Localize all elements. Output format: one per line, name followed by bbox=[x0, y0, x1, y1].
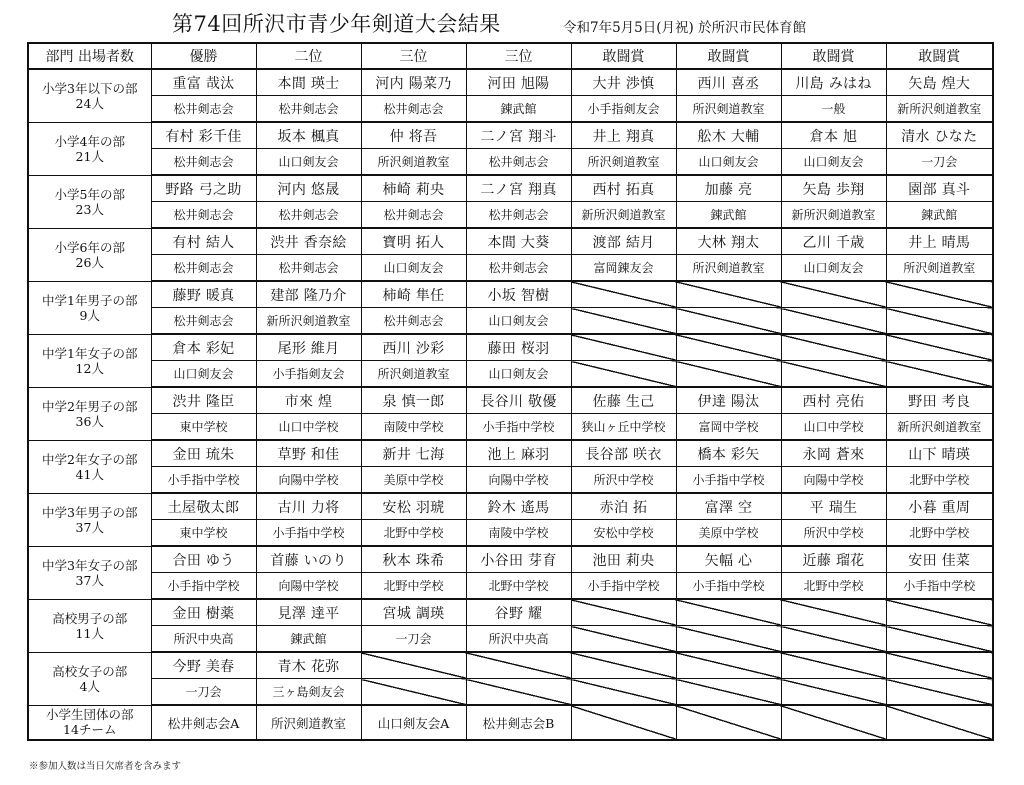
winner-club: 小手指剣友会 bbox=[571, 96, 676, 123]
winner-name: 渡部 結月 bbox=[571, 228, 676, 255]
winner-club: 安松中学校 bbox=[571, 520, 676, 547]
winner-name: 仲 将吾 bbox=[361, 122, 466, 149]
empty-slot bbox=[886, 334, 993, 361]
winner-club: 松井剣志会 bbox=[361, 308, 466, 335]
winner-name: 西村 拓真 bbox=[571, 175, 676, 202]
winner-name: 長谷川 敬優 bbox=[466, 387, 571, 414]
winner-club: 新所沢剣道教室 bbox=[256, 308, 361, 335]
winner-club: 向陽中学校 bbox=[256, 573, 361, 600]
empty-slot bbox=[886, 626, 993, 653]
empty-slot bbox=[676, 705, 781, 740]
participant-count: 14チーム bbox=[63, 722, 117, 738]
division-name-row bbox=[28, 440, 993, 467]
winner-club: 向陽中学校 bbox=[781, 467, 886, 494]
winner-club: 東中学校 bbox=[151, 414, 256, 441]
winner-name: 坂本 楓真 bbox=[256, 122, 361, 149]
winner-name: 重富 哉汰 bbox=[151, 69, 256, 96]
winner-name: 青木 花弥 bbox=[256, 652, 361, 679]
winner-club: 北野中学校 bbox=[886, 520, 993, 547]
division-name: 中学1年男子の部 bbox=[42, 292, 138, 308]
winner-club: 南陵中学校 bbox=[361, 414, 466, 441]
empty-slot bbox=[886, 652, 993, 679]
winner-name: 加藤 亮 bbox=[676, 175, 781, 202]
winner-club: 所沢中学校 bbox=[781, 520, 886, 547]
winner-name: 首藤 いのり bbox=[256, 546, 361, 573]
winner-name: 宮城 調瑛 bbox=[361, 599, 466, 626]
division-label bbox=[28, 440, 151, 493]
winner-name: 西川 喜丞 bbox=[676, 69, 781, 96]
division-label bbox=[28, 122, 151, 175]
division-name-row bbox=[28, 334, 993, 361]
division-club-row bbox=[28, 202, 993, 229]
winner-name: 西川 沙彩 bbox=[361, 334, 466, 361]
winner-club: 一刀会 bbox=[886, 149, 993, 176]
winner-name: 池田 莉央 bbox=[571, 546, 676, 573]
participant-count: 26人 bbox=[75, 254, 104, 270]
winner-name: 矢島 歩翔 bbox=[781, 175, 886, 202]
division-name: 中学3年女子の部 bbox=[42, 557, 138, 573]
winner-club: 松井剣志会 bbox=[151, 202, 256, 229]
winner-club: 新所沢剣道教室 bbox=[571, 202, 676, 229]
division-label bbox=[28, 652, 151, 705]
winner-name: 藤田 桜羽 bbox=[466, 334, 571, 361]
division-name: 小学6年の部 bbox=[54, 239, 125, 255]
winner-name: 平 瑞生 bbox=[781, 493, 886, 520]
winner-name: 安田 佳菜 bbox=[886, 546, 993, 573]
winner-club: 南陵中学校 bbox=[466, 520, 571, 547]
winner-name: 河内 陽菜乃 bbox=[361, 69, 466, 96]
empty-slot bbox=[781, 705, 886, 740]
winner-name: 山下 晴瑛 bbox=[886, 440, 993, 467]
winner-club: 小手指中学校 bbox=[676, 467, 781, 494]
empty-slot bbox=[886, 281, 993, 308]
winner-club: 向陽中学校 bbox=[256, 467, 361, 494]
winner-name: 建部 隆乃介 bbox=[256, 281, 361, 308]
division-name-row bbox=[28, 228, 993, 255]
empty-slot bbox=[781, 308, 886, 335]
winner-club: 山口剣友会 bbox=[781, 149, 886, 176]
empty-slot bbox=[676, 599, 781, 626]
division-label bbox=[28, 387, 151, 440]
winner-name: 柿崎 隼任 bbox=[361, 281, 466, 308]
winner-club: 松井剣志会 bbox=[361, 96, 466, 123]
winner-club: 新所沢剣道教室 bbox=[886, 96, 993, 123]
division-name-row bbox=[28, 493, 993, 520]
winner-club: 所沢剣道教室 bbox=[571, 149, 676, 176]
division-label bbox=[28, 175, 151, 228]
empty-slot bbox=[571, 679, 676, 706]
participant-count: 23人 bbox=[75, 201, 104, 217]
division-club-row bbox=[28, 520, 993, 547]
winner-club: 北野中学校 bbox=[466, 573, 571, 600]
empty-slot bbox=[781, 281, 886, 308]
winner-club: 松井剣志会 bbox=[151, 308, 256, 335]
winner-club: 松井剣志会 bbox=[466, 202, 571, 229]
header-rank: 優勝 bbox=[151, 43, 256, 69]
empty-slot bbox=[781, 679, 886, 706]
division-name: 小学3年以下の部 bbox=[42, 80, 138, 96]
empty-slot bbox=[571, 652, 676, 679]
winner-name: 秋本 珠希 bbox=[361, 546, 466, 573]
division-name-row bbox=[28, 122, 993, 149]
empty-slot bbox=[571, 281, 676, 308]
participant-count: 36人 bbox=[75, 413, 104, 429]
division-label bbox=[28, 69, 151, 122]
winner-club: 北野中学校 bbox=[361, 573, 466, 600]
team-result: 松井剣志会A bbox=[151, 705, 256, 740]
winner-name: 西村 亮佑 bbox=[781, 387, 886, 414]
winner-name: 鈴木 遙馬 bbox=[466, 493, 571, 520]
division-label bbox=[28, 228, 151, 281]
winner-club: 松井剣志会 bbox=[256, 202, 361, 229]
winner-club: 一般 bbox=[781, 96, 886, 123]
team-division-row bbox=[28, 705, 993, 740]
winner-name: 藤野 暖真 bbox=[151, 281, 256, 308]
results-body bbox=[28, 69, 993, 740]
empty-slot bbox=[886, 599, 993, 626]
empty-slot bbox=[676, 308, 781, 335]
empty-slot bbox=[361, 652, 466, 679]
winner-club: 所沢剣道教室 bbox=[676, 255, 781, 282]
winner-club: 錬武館 bbox=[466, 96, 571, 123]
winner-club: 錬武館 bbox=[256, 626, 361, 653]
winner-name: 河内 悠晟 bbox=[256, 175, 361, 202]
division-label bbox=[28, 599, 151, 652]
winner-name: 野田 考良 bbox=[886, 387, 993, 414]
empty-slot bbox=[886, 705, 993, 740]
empty-slot bbox=[886, 308, 993, 335]
winner-name: 古川 力将 bbox=[256, 493, 361, 520]
winner-name: 渋井 香奈絵 bbox=[256, 228, 361, 255]
winner-club: 三ヶ島剣友会 bbox=[256, 679, 361, 706]
team-result: 松井剣志会B bbox=[466, 705, 571, 740]
division-label bbox=[28, 546, 151, 599]
empty-slot bbox=[361, 679, 466, 706]
division-name: 中学3年男子の部 bbox=[42, 504, 138, 520]
empty-slot bbox=[676, 679, 781, 706]
header-rank: 敢闘賞 bbox=[781, 43, 886, 69]
winner-name: 井上 晴馬 bbox=[886, 228, 993, 255]
division-club-row bbox=[28, 679, 993, 706]
winner-club: 小手指中学校 bbox=[151, 467, 256, 494]
empty-slot bbox=[571, 626, 676, 653]
empty-slot bbox=[886, 679, 993, 706]
division-club-row bbox=[28, 626, 993, 653]
winner-name: 井上 翔真 bbox=[571, 122, 676, 149]
winner-club: 北野中学校 bbox=[361, 520, 466, 547]
winner-club: 山口剣友会 bbox=[256, 149, 361, 176]
header-rank: 敢闘賞 bbox=[886, 43, 993, 69]
winner-name: 今野 美春 bbox=[151, 652, 256, 679]
winner-club: 山口剣友会 bbox=[361, 255, 466, 282]
winner-club: 松井剣志会 bbox=[151, 149, 256, 176]
winner-club: 所沢剣道教室 bbox=[676, 96, 781, 123]
winner-club: 松井剣志会 bbox=[151, 96, 256, 123]
winner-club: 所沢中央高 bbox=[151, 626, 256, 653]
header-rank: 三位 bbox=[361, 43, 466, 69]
empty-slot bbox=[571, 334, 676, 361]
winner-club: 狭山ヶ丘中学校 bbox=[571, 414, 676, 441]
results-table bbox=[27, 42, 994, 741]
winner-club: 松井剣志会 bbox=[361, 202, 466, 229]
division-name: 高校女子の部 bbox=[52, 663, 128, 679]
division-name-row bbox=[28, 69, 993, 96]
division-label bbox=[28, 705, 151, 740]
division-name-row bbox=[28, 175, 993, 202]
winner-name: 泉 慎一郎 bbox=[361, 387, 466, 414]
winner-club: 松井剣志会 bbox=[151, 255, 256, 282]
division-label bbox=[28, 493, 151, 546]
division-name: 中学2年男子の部 bbox=[42, 398, 138, 414]
winner-name: 二ノ宮 翔斗 bbox=[466, 122, 571, 149]
winner-club: 富岡錬友会 bbox=[571, 255, 676, 282]
empty-slot bbox=[571, 361, 676, 388]
winner-name: 大林 翔太 bbox=[676, 228, 781, 255]
division-club-row bbox=[28, 149, 993, 176]
winner-name: 長谷部 咲衣 bbox=[571, 440, 676, 467]
winner-name: 有村 結人 bbox=[151, 228, 256, 255]
winner-name: 橋本 彩矢 bbox=[676, 440, 781, 467]
empty-slot bbox=[676, 334, 781, 361]
division-name: 中学2年女子の部 bbox=[42, 451, 138, 467]
winner-name: 本間 瑛士 bbox=[256, 69, 361, 96]
winner-name: 富澤 空 bbox=[676, 493, 781, 520]
winner-club: 松井剣志会 bbox=[466, 255, 571, 282]
participant-count: 11人 bbox=[75, 625, 104, 641]
participant-count: 12人 bbox=[75, 360, 104, 376]
winner-name: 佐藤 生己 bbox=[571, 387, 676, 414]
winner-name: 近藤 瑠花 bbox=[781, 546, 886, 573]
winner-name: 土屋敬太郎 bbox=[151, 493, 256, 520]
division-club-row bbox=[28, 308, 993, 335]
participant-count: 21人 bbox=[75, 148, 104, 164]
division-label bbox=[28, 334, 151, 387]
participant-count: 37人 bbox=[75, 519, 104, 535]
winner-name: 渋井 隆臣 bbox=[151, 387, 256, 414]
winner-name: 草野 和佳 bbox=[256, 440, 361, 467]
winner-name: 金田 琉朱 bbox=[151, 440, 256, 467]
winner-name: 金田 樹薬 bbox=[151, 599, 256, 626]
winner-name: 小谷田 芽育 bbox=[466, 546, 571, 573]
winner-club: 美原中学校 bbox=[361, 467, 466, 494]
empty-slot bbox=[781, 626, 886, 653]
participant-count: 9人 bbox=[79, 307, 100, 323]
winner-name: 有村 彩千佳 bbox=[151, 122, 256, 149]
header-rank: 三位 bbox=[466, 43, 571, 69]
winner-club: 所沢剣道教室 bbox=[361, 149, 466, 176]
winner-club: 北野中学校 bbox=[781, 573, 886, 600]
winner-club: 小手指中学校 bbox=[676, 573, 781, 600]
winner-club: 小手指中学校 bbox=[151, 573, 256, 600]
empty-slot bbox=[676, 361, 781, 388]
winner-name: 矢幅 心 bbox=[676, 546, 781, 573]
winner-club: 富岡中学校 bbox=[676, 414, 781, 441]
empty-slot bbox=[781, 652, 886, 679]
winner-club: 山口剣友会 bbox=[466, 308, 571, 335]
winner-name: 矢島 煌大 bbox=[886, 69, 993, 96]
division-name: 小学生団体の部 bbox=[45, 707, 134, 723]
participant-count: 24人 bbox=[75, 95, 104, 111]
winner-name: 本間 大葵 bbox=[466, 228, 571, 255]
winner-club: 所沢剣道教室 bbox=[886, 255, 993, 282]
winner-name: 大井 渉慎 bbox=[571, 69, 676, 96]
division-name-row bbox=[28, 652, 993, 679]
winner-name: 柿崎 莉央 bbox=[361, 175, 466, 202]
winner-name: 市來 煌 bbox=[256, 387, 361, 414]
division-name-row bbox=[28, 599, 993, 626]
winner-club: 松井剣志会 bbox=[256, 255, 361, 282]
division-club-row bbox=[28, 361, 993, 388]
winner-club: 一刀会 bbox=[361, 626, 466, 653]
winner-name: 合田 ゆう bbox=[151, 546, 256, 573]
empty-slot bbox=[676, 652, 781, 679]
header-row bbox=[28, 43, 993, 69]
header-rank: 敢闘賞 bbox=[571, 43, 676, 69]
winner-club: 松井剣志会 bbox=[466, 149, 571, 176]
winner-name: 見澤 達平 bbox=[256, 599, 361, 626]
winner-name: 倉本 旭 bbox=[781, 122, 886, 149]
empty-slot bbox=[886, 361, 993, 388]
empty-slot bbox=[466, 652, 571, 679]
winner-name: 赤泊 拓 bbox=[571, 493, 676, 520]
winner-name: 寶明 拓人 bbox=[361, 228, 466, 255]
winner-club: 美原中学校 bbox=[676, 520, 781, 547]
winner-name: 川島 みはね bbox=[781, 69, 886, 96]
winner-name: 舩木 大輔 bbox=[676, 122, 781, 149]
division-name: 小学5年の部 bbox=[54, 186, 125, 202]
winner-name: 新井 七海 bbox=[361, 440, 466, 467]
winner-name: 二ノ宮 翔真 bbox=[466, 175, 571, 202]
winner-name: 清水 ひなた bbox=[886, 122, 993, 149]
winner-club: 山口剣友会 bbox=[151, 361, 256, 388]
winner-name: 園部 真斗 bbox=[886, 175, 993, 202]
division-name: 中学1年女子の部 bbox=[42, 345, 138, 361]
division-club-row bbox=[28, 467, 993, 494]
event-date-venue: 令和7年5月5日(月祝) 於所沢市民体育館 bbox=[563, 20, 807, 36]
division-club-row bbox=[28, 414, 993, 441]
empty-slot bbox=[676, 626, 781, 653]
winner-club: 所沢剣道教室 bbox=[361, 361, 466, 388]
division-name-row bbox=[28, 281, 993, 308]
footnote: ※参加人数は当日欠席者を含みます bbox=[29, 761, 182, 772]
division-name: 小学4年の部 bbox=[54, 133, 125, 149]
winner-club: 東中学校 bbox=[151, 520, 256, 547]
winner-club: 一刀会 bbox=[151, 679, 256, 706]
winner-name: 乙川 千歳 bbox=[781, 228, 886, 255]
winner-club: 松井剣志会 bbox=[256, 96, 361, 123]
winner-club: 小手指中学校 bbox=[571, 573, 676, 600]
division-name-row bbox=[28, 387, 993, 414]
division-club-row bbox=[28, 255, 993, 282]
division-label bbox=[28, 281, 151, 334]
page-title: 第74回所沢市青少年剣道大会結果 bbox=[172, 12, 501, 36]
empty-slot bbox=[571, 308, 676, 335]
division-club-row bbox=[28, 96, 993, 123]
winner-club: 小手指剣友会 bbox=[256, 361, 361, 388]
team-result: 山口剣友会A bbox=[361, 705, 466, 740]
empty-slot bbox=[571, 599, 676, 626]
team-result: 所沢剣道教室 bbox=[256, 705, 361, 740]
title-row bbox=[0, 0, 1024, 42]
winner-club: 小手指中学校 bbox=[466, 414, 571, 441]
winner-name: 伊達 陽汰 bbox=[676, 387, 781, 414]
division-name-row bbox=[28, 546, 993, 573]
winner-name: 倉本 彩妃 bbox=[151, 334, 256, 361]
header-division: 部門 出場者数 bbox=[28, 43, 151, 69]
winner-club: 山口中学校 bbox=[256, 414, 361, 441]
winner-club: 錬武館 bbox=[886, 202, 993, 229]
winner-club: 山口剣友会 bbox=[781, 255, 886, 282]
empty-slot bbox=[676, 281, 781, 308]
winner-name: 小坂 智樹 bbox=[466, 281, 571, 308]
winner-name: 河田 旭陽 bbox=[466, 69, 571, 96]
winner-club: 山口剣友会 bbox=[466, 361, 571, 388]
participant-count: 4人 bbox=[79, 678, 100, 694]
winner-name: 尾形 維月 bbox=[256, 334, 361, 361]
empty-slot bbox=[466, 679, 571, 706]
division-name: 高校男子の部 bbox=[52, 610, 128, 626]
empty-slot bbox=[781, 334, 886, 361]
winner-club: 小手指中学校 bbox=[886, 573, 993, 600]
winner-club: 新所沢剣道教室 bbox=[781, 202, 886, 229]
winner-club: 新所沢剣道教室 bbox=[886, 414, 993, 441]
empty-slot bbox=[781, 599, 886, 626]
winner-name: 野路 弓之助 bbox=[151, 175, 256, 202]
winner-club: 向陽中学校 bbox=[466, 467, 571, 494]
winner-name: 安松 羽琥 bbox=[361, 493, 466, 520]
winner-club: 錬武館 bbox=[676, 202, 781, 229]
winner-club: 山口中学校 bbox=[781, 414, 886, 441]
winner-name: 池上 麻羽 bbox=[466, 440, 571, 467]
participant-count: 37人 bbox=[75, 572, 104, 588]
empty-slot bbox=[781, 361, 886, 388]
winner-club: 北野中学校 bbox=[886, 467, 993, 494]
header-rank: 二位 bbox=[256, 43, 361, 69]
winner-club: 所沢中学校 bbox=[571, 467, 676, 494]
winner-club: 所沢中央高 bbox=[466, 626, 571, 653]
winner-club: 小手指中学校 bbox=[256, 520, 361, 547]
header-rank: 敢闘賞 bbox=[676, 43, 781, 69]
winner-name: 谷野 耀 bbox=[466, 599, 571, 626]
winner-name: 永岡 蒼來 bbox=[781, 440, 886, 467]
winner-name: 小暮 重周 bbox=[886, 493, 993, 520]
division-club-row bbox=[28, 573, 993, 600]
empty-slot bbox=[571, 705, 676, 740]
winner-club: 山口剣友会 bbox=[676, 149, 781, 176]
participant-count: 41人 bbox=[75, 466, 104, 482]
